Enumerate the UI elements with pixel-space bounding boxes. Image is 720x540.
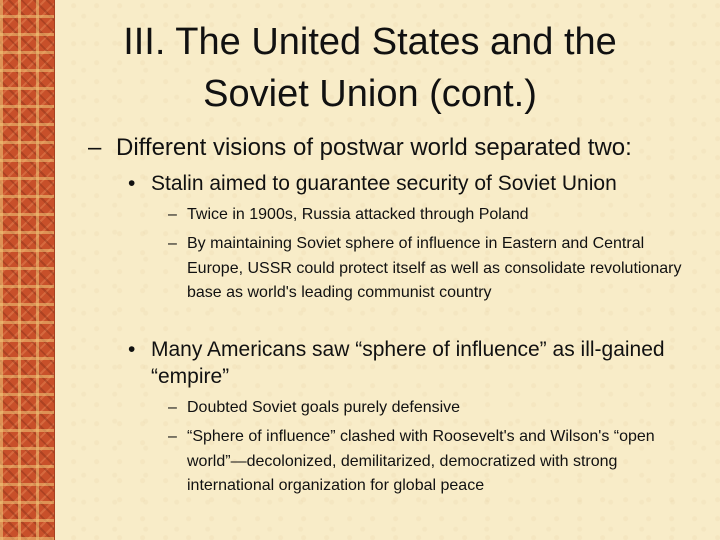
dash-marker: – bbox=[88, 134, 102, 161]
dash-marker: – bbox=[168, 206, 177, 223]
sub-item bbox=[168, 396, 693, 421]
bullet-text: Stalin aimed to guarantee security of Soviet Union bbox=[151, 172, 617, 195]
dash-marker: – bbox=[168, 399, 177, 416]
level1-item bbox=[88, 134, 632, 162]
sub-item-text: Twice in 1900s, Russia attacked through Poland bbox=[187, 206, 529, 223]
sub-item bbox=[168, 203, 693, 228]
bullet-marker: • bbox=[128, 172, 136, 195]
sub-item bbox=[168, 425, 693, 499]
level1-text: Different visions of postwar world separated two: bbox=[116, 134, 632, 161]
title-line-1: III. The United States and the bbox=[123, 21, 617, 63]
sub-item-text: Doubted Soviet goals purely defensive bbox=[187, 399, 461, 416]
decorative-border-strip bbox=[0, 0, 55, 540]
slide-title bbox=[60, 16, 680, 120]
sub-item-text: “Sphere of influence” clashed with Roosevelt's and Wilson's “open world”—decolonized, demilitarized, democratized with strong international organization for global peace bbox=[187, 428, 655, 494]
bullet-text: Many Americans saw “sphere of influence” as ill-gained “empire” bbox=[151, 338, 665, 388]
sub-item bbox=[168, 232, 693, 306]
bullet-item bbox=[128, 336, 703, 390]
bullet-item bbox=[128, 172, 617, 196]
dash-marker: – bbox=[168, 235, 177, 252]
bullet-marker: • bbox=[128, 338, 136, 361]
title-line-2: Soviet Union (cont.) bbox=[203, 73, 537, 115]
dash-marker: – bbox=[168, 428, 177, 445]
sub-item-text: By maintaining Soviet sphere of influence in Eastern and Central Europe, USSR could protect itself as well as consolidate revolutionary base as world's leading communist country bbox=[187, 235, 682, 301]
